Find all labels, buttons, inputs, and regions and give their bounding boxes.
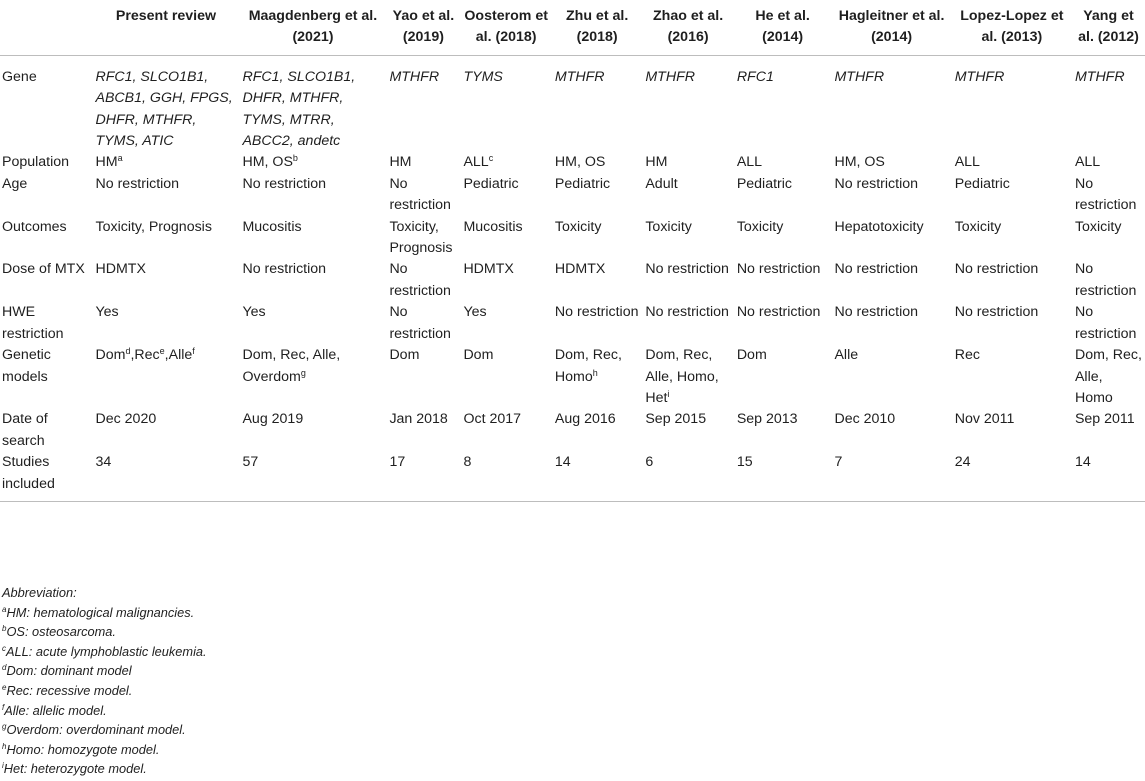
table-cell: ALL [1074,154,1101,171]
table-cell: Hepatotoxicity [834,218,924,235]
table-row-hwe [0,302,1145,345]
table-cell: Jan 2018 [389,411,448,428]
table-cell: HM, OS [834,154,885,171]
table-cell: 6 [642,452,733,501]
row-label: Studies included [0,452,93,501]
table-cell: No restriction [95,175,180,192]
table-cell: Sep 2015 [645,411,707,428]
table-cell: MTHFR [954,68,1005,85]
header-lopez-lopez: Lopez-Lopez et al. (2013) [952,0,1072,55]
table-cell: Aug 2019 [242,411,304,428]
table-cell: HM [389,154,412,171]
table-row-outcomes [0,217,1145,260]
table-cell: No restriction [1074,175,1137,214]
cell-text: Dom, Rec, Alle, Homo, Het [645,347,719,406]
table-cell: Sep 2011 [1074,411,1135,428]
header-zhao: Zhao et al. (2016) [642,0,733,55]
table-cell: No restriction [389,261,451,299]
table-cell: RFC1 [736,68,774,85]
table-cell: Dom [463,347,494,364]
table-cell: Rec [954,347,980,364]
table-cell: Dec 2020 [95,411,157,428]
table-cell: TYMS [463,68,503,85]
table-cell: 7 [831,452,951,501]
table-cell: No restriction [389,175,451,214]
table-cell: Toxicity, Prognosis [95,218,212,235]
footnote-marker: e [159,346,165,357]
table-cell: Oct 2017 [463,411,522,428]
table-cell [93,152,240,173]
table-cell: 34 [93,452,240,501]
footnote-marker: d [2,663,7,673]
row-label: Population [2,154,70,171]
footnote-item [2,681,207,701]
table-row-genetic-models [0,345,1145,409]
table-cell: Dec 2010 [834,411,896,428]
row-label: Dose of MTX [2,261,85,278]
table-cell: No restriction [554,304,639,321]
footnote-text: Homo: homozygote model. [6,741,160,757]
table-cell: 15 [734,452,832,501]
table-cell: 14 [552,452,642,501]
footnote-marker: g [2,722,7,732]
footnote-item [2,642,207,662]
table-cell: Sep 2013 [736,411,798,428]
table-cell: Toxicity [645,218,692,235]
table-cell: No restriction [242,261,327,278]
table-cell: MTHFR [554,68,605,85]
table-cell: Yes [463,304,487,321]
cell-text: Dom, Rec, Alle, Overdom [242,347,341,385]
table-cell [239,345,386,409]
header-he: He et al. (2014) [734,0,832,55]
table-cell: HDMTX [463,261,514,278]
footnote-text: Alle: allelic model. [4,702,107,718]
table-cell [460,152,551,173]
footnote-marker: b [2,624,7,634]
footnote-text: Overdom: overdominant model. [6,722,186,738]
header-zhu: Zhu et al. (2018) [552,0,642,55]
footnote-text: OS: osteosarcoma. [6,624,116,640]
footnote-item [2,622,207,642]
table-cell: 24 [952,452,1072,501]
cell-text: ALL [463,154,489,171]
footnote-text: ALL: acute lymphoblastic leukemia. [6,643,207,659]
table-cell: No restriction [954,261,1039,278]
cell-text: HM, OS [242,154,293,171]
footnote-title: Abbreviation: [2,585,77,600]
table-row-studies [0,452,1145,501]
table-cell: 14 [1072,452,1145,501]
table-cell: No restriction [736,261,821,278]
table-cell: MTHFR [645,68,695,85]
cell-text: ,Rec [130,347,160,364]
footnote-marker: c [2,643,6,653]
table-cell: No restriction [834,175,919,192]
table-cell: No restriction [1074,304,1137,342]
table-row-gene [0,55,1145,152]
footnote-item [2,759,207,779]
table-cell: Toxicity, Prognosis [389,218,453,257]
table-cell: Toxicity [1074,218,1122,235]
table-cell: Yes [95,304,119,321]
footnote-marker: g [300,367,306,378]
row-label: HWE restriction [2,304,64,342]
table-cell: HM, OS [554,154,606,171]
table-cell: Nov 2011 [954,411,1015,428]
table-cell: Toxicity [554,218,602,235]
row-label: Gene [2,68,37,85]
table-cell: Mucositis [242,218,302,235]
footnote-text: HM: hematological malignancies. [6,604,195,620]
table-cell: No restriction [1074,261,1137,299]
footnote-marker: i [2,761,4,771]
table-cell: No restriction [389,304,451,342]
cell-text: Dom [95,347,126,364]
footnote-item [2,661,207,681]
table-cell: No restriction [834,261,919,278]
table-cell: Alle [834,347,859,364]
table-cell: Pediatric [954,175,1010,192]
footnote-item [2,740,207,760]
footnote-marker: h [2,741,7,751]
table-cell: No restriction [242,175,327,192]
footnote-item [2,603,207,623]
table-cell: No restriction [645,261,729,278]
table-cell: MTHFR [389,68,440,85]
table-cell: RFC1, SLCO1B1, DHFR, MTHFR, TYMS, MTRR, ABCC2, andetc [242,68,356,150]
table-cell: MTHFR [1074,68,1125,85]
footnote-marker: b [292,153,298,164]
footnote-marker: i [667,388,670,399]
cell-text: Dom, Rec, Homo [554,347,622,385]
table-cell: MTHFR [834,68,885,85]
table-cell: Dom [736,347,767,364]
row-label: Date of search [2,411,48,449]
table-cell: HDMTX [95,261,146,278]
table-cell: ALL [954,154,980,171]
footnote-marker: c [488,153,494,164]
table-cell [239,152,386,173]
row-label: Age [2,175,28,192]
table-cell: No restriction [954,304,1039,321]
header-yao: Yao et al. (2019) [386,0,460,55]
table-cell: HDMTX [554,261,606,278]
table-cell: 17 [386,452,460,501]
footnote-marker: h [592,367,598,378]
header-row [0,0,1145,55]
table-cell: Mucositis [463,218,523,235]
table-cell: Pediatric [463,175,519,192]
cell-text: ,Alle [164,347,193,364]
footnote-marker: f [192,346,195,357]
header-present-review: Present review [93,0,240,55]
table-cell: Aug 2016 [554,411,616,428]
table-row-dose [0,259,1145,302]
header-oosterom: Oosterom et al. (2018) [460,0,551,55]
header-maagdenberg: Maagdenberg et al. (2021) [239,0,386,55]
header-yang: Yang et al. (2012) [1072,0,1145,55]
footnote-text: Dom: dominant model [6,663,132,679]
table-cell: No restriction [736,304,821,321]
table-row-date [0,409,1145,452]
footnote-marker: a [2,604,7,614]
footnote-item [2,701,207,721]
footnote-marker: a [117,153,123,164]
table-cell: Pediatric [736,175,793,192]
cell-text: HM [95,154,118,171]
table-cell: Yes [242,304,266,321]
table-cell: Toxicity [736,218,784,235]
table-row-age [0,174,1145,217]
table-row-population [0,152,1145,173]
footnote-marker: d [125,346,131,357]
footnote-text: Het: heterozygote model. [3,761,147,777]
table-cell: HM [645,154,668,171]
table-cell [642,345,733,409]
table-cell: No restriction [645,304,729,321]
header-hagleitner: Hagleitner et al. (2014) [831,0,951,55]
table-cell: No restriction [834,304,919,321]
row-label: Genetic models [2,347,51,385]
footnote-item [2,720,207,740]
header-blank [0,0,93,55]
table-cell: Dom [389,347,420,364]
table-cell: 57 [239,452,386,501]
table-cell: Pediatric [554,175,611,192]
table-cell: Adult [645,175,678,192]
table-cell: RFC1, SLCO1B1, ABCB1, GGH, FPGS, DHFR, MTHFR, TYMS, ATIC [95,68,233,150]
table-cell: 8 [460,452,551,501]
table-cell: Toxicity [954,218,1002,235]
footnote-marker: e [2,682,7,692]
table-cell: Dom, Rec, Alle, Homo [1074,347,1142,406]
row-label: Outcomes [2,218,67,235]
table-cell [93,345,240,409]
footnote-text: Rec: recessive model. [6,682,133,698]
table-cell [552,345,642,409]
table-cell: ALL [736,154,763,171]
footnote-marker: f [2,702,5,712]
table-footnotes [2,583,207,779]
